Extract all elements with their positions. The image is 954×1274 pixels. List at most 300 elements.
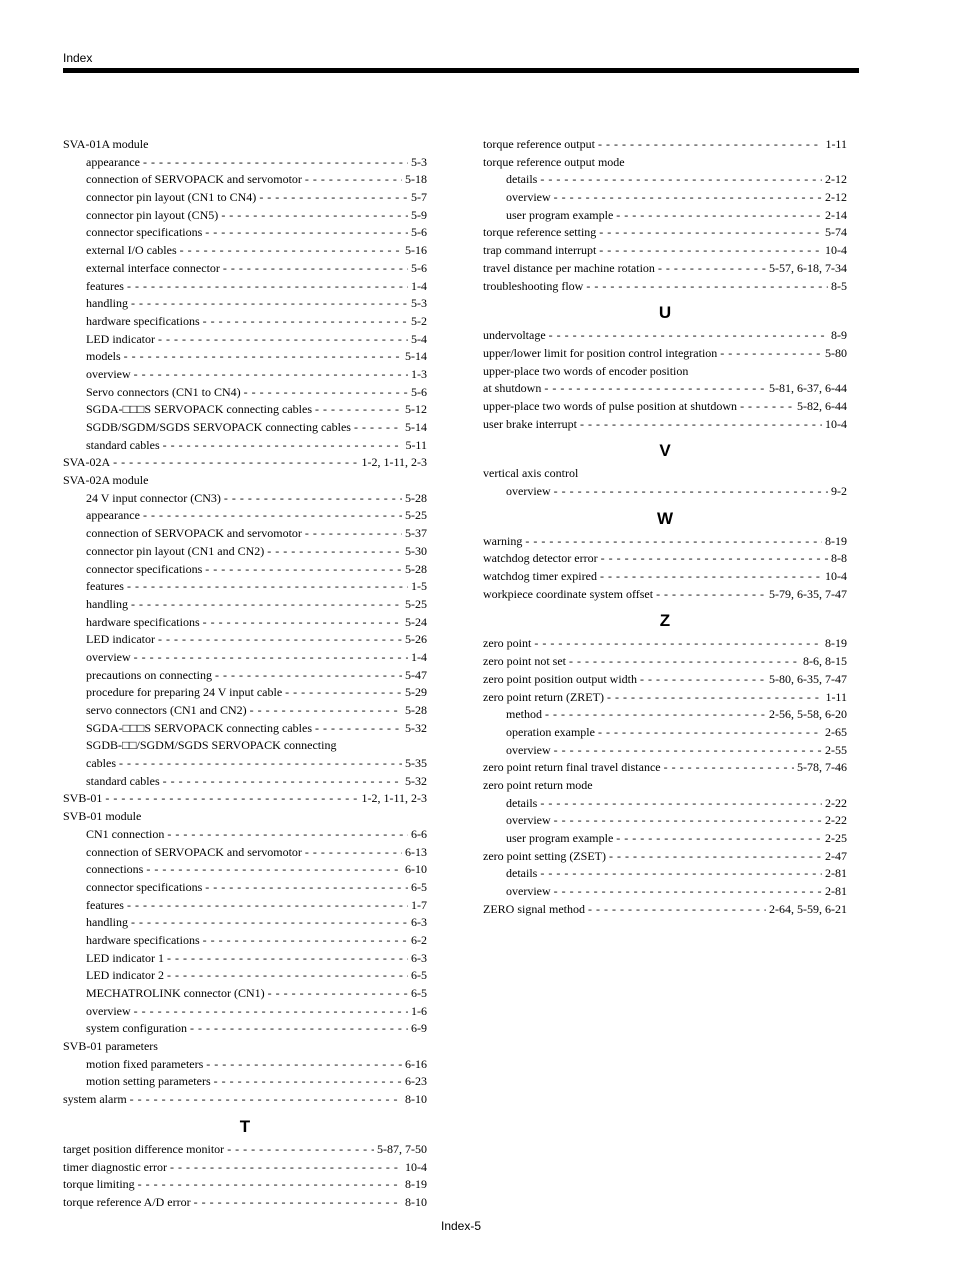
index-entry (483, 416, 847, 434)
index-page-refs: 1-11 (825, 689, 847, 704)
index-term: appearance (86, 508, 140, 523)
index-term: models (86, 349, 121, 364)
dot-leader (127, 278, 408, 296)
index-page-refs: 1-5 (411, 579, 427, 594)
index-term: connection of SERVOPACK and servomotor (86, 172, 302, 187)
index-page-refs: 2-22 (825, 795, 847, 810)
index-term: overview (86, 1003, 131, 1018)
index-subentry (63, 224, 427, 242)
index-entry (483, 465, 847, 483)
index-term: standard cables (86, 437, 160, 452)
index-subentry (63, 914, 427, 932)
index-term: ZERO signal method (483, 901, 585, 916)
dot-leader (616, 830, 822, 848)
index-column-right (483, 136, 847, 918)
dot-leader (664, 759, 794, 777)
index-subentry (63, 773, 427, 791)
dot-leader (656, 586, 766, 604)
dot-leader (544, 380, 766, 398)
index-page-refs: 5-18 (405, 172, 427, 187)
index-page-refs: 10-4 (825, 569, 847, 584)
index-subentry (63, 207, 427, 225)
index-entry (63, 1091, 427, 1109)
dot-leader (138, 1176, 402, 1194)
index-term: user program example (506, 831, 614, 845)
index-page-refs: 10-4 (405, 1159, 427, 1174)
index-entry (483, 671, 847, 689)
dot-leader (180, 242, 402, 260)
dot-leader (223, 260, 408, 278)
index-term: procedure for preparing 24 V input cable (86, 685, 283, 700)
dot-leader (127, 578, 408, 596)
index-term: watchdog detector error (483, 551, 598, 566)
index-entry (483, 635, 847, 653)
index-page-refs: 9-2 (831, 484, 847, 498)
index-term: SGDB-□□/SGDM/SGDS SERVOPACK connecting (86, 738, 337, 753)
index-term: workpiece coordinate system offset (483, 586, 654, 601)
dot-leader (554, 742, 822, 760)
index-subentry (63, 614, 427, 632)
index-term: connector pin layout (CN1 and CN2) (86, 543, 265, 558)
index-term: upper/lower limit for position control integration (483, 345, 718, 360)
index-page-refs: 5-37 (405, 526, 427, 541)
index-term: torque reference A/D error (63, 1194, 191, 1209)
index-page-refs: 5-30 (405, 543, 427, 558)
index-page-refs: 5-4 (411, 331, 427, 346)
dot-leader (167, 950, 408, 968)
dot-leader (554, 812, 822, 830)
dot-leader (250, 702, 402, 720)
index-page-refs: 5-6 (411, 260, 427, 275)
index-entry (483, 550, 847, 568)
index-page-refs: 2-64, 5-59, 6-21 (769, 901, 847, 916)
index-term: at shutdown (483, 381, 542, 396)
index-term: SGDB/SGDM/SGDS SERVOPACK connecting cables (86, 420, 351, 434)
index-page-refs: 10-4 (825, 243, 847, 258)
index-term: LED indicator (86, 331, 155, 346)
dot-leader (134, 366, 408, 384)
index-entry (63, 1159, 427, 1177)
dot-leader (305, 844, 402, 862)
index-page-refs: 5-80, 6-35, 7-47 (769, 671, 847, 686)
index-subentry (63, 331, 427, 349)
index-subentry (63, 967, 427, 985)
dot-leader (190, 1020, 408, 1038)
index-entry (483, 380, 847, 398)
page-number: Index-5 (440, 1219, 482, 1233)
index-entry (483, 759, 847, 777)
index-page-refs: 1-6 (411, 1003, 427, 1018)
index-term: undervoltage (483, 328, 546, 343)
dot-leader (720, 345, 822, 363)
index-term: external interface connector (86, 260, 220, 275)
index-subentry (63, 561, 427, 579)
index-term: zero point setting (ZSET) (483, 848, 606, 863)
dot-leader (127, 897, 408, 915)
index-term: CN1 connection (86, 826, 165, 841)
index-page-refs: 1-3 (411, 366, 427, 381)
index-subentry (63, 295, 427, 313)
index-page-refs: 2-56, 5-58, 6-20 (769, 707, 847, 722)
index-term: zero point (483, 636, 532, 651)
index-term: LED indicator 1 (86, 950, 164, 965)
index-term: features (86, 278, 124, 293)
dot-leader (167, 967, 408, 985)
index-term: overview (86, 366, 131, 381)
index-entry (63, 1141, 427, 1159)
index-entry (483, 533, 847, 551)
index-entry (483, 242, 847, 260)
dot-leader (599, 242, 822, 260)
index-term: SVA-02A (63, 455, 111, 470)
dot-leader (119, 755, 402, 773)
index-page-refs: 1-7 (411, 897, 427, 912)
index-page-refs: 5-82, 6-44 (797, 398, 847, 413)
index-entry (483, 278, 847, 296)
index-term: LED indicator 2 (86, 968, 164, 983)
index-entry (483, 653, 847, 671)
index-term: zero point position output width (483, 671, 637, 686)
index-term: details (506, 866, 538, 881)
index-page-refs: 6-13 (405, 844, 427, 859)
index-subentry (483, 189, 847, 207)
index-entry (483, 363, 847, 381)
dot-leader (599, 224, 822, 242)
index-page-refs: 8-9 (831, 328, 847, 343)
dot-leader (305, 525, 402, 543)
index-subentry (63, 189, 427, 207)
index-page-refs: 5-80 (825, 345, 847, 360)
dot-leader (244, 384, 408, 402)
dot-leader (540, 795, 822, 813)
dot-leader (146, 861, 402, 879)
index-subentry (483, 830, 847, 848)
index-page-refs: 6-5 (411, 968, 427, 983)
index-subentry (483, 171, 847, 189)
index-page-refs: 8-19 (825, 533, 847, 548)
index-subentry (63, 861, 427, 879)
index-entry (483, 327, 847, 345)
index-page-refs: 5-9 (411, 207, 427, 222)
index-term: zero point not set (483, 654, 566, 669)
index-term: zero point return mode (483, 777, 593, 792)
index-term: torque reference output (483, 137, 595, 151)
index-page-refs: 5-32 (405, 773, 427, 788)
index-entry (63, 790, 427, 808)
dot-leader (221, 207, 408, 225)
index-term: target position difference monitor (63, 1141, 225, 1156)
index-term: upper-place two words of pulse position at shutdown (483, 398, 738, 413)
index-page-refs: 5-78, 7-46 (797, 760, 847, 775)
index-page-refs: 6-3 (411, 950, 427, 965)
index-page-refs: 5-11 (405, 437, 427, 452)
dot-leader (740, 398, 794, 416)
dot-leader (569, 653, 800, 671)
index-term: handling (86, 915, 128, 930)
index-subentry (63, 242, 427, 260)
index-entry (483, 136, 847, 154)
index-page-refs: 5-25 (405, 596, 427, 611)
index-term: cables (86, 756, 116, 771)
index-subentry (483, 483, 847, 501)
index-entry (63, 1038, 427, 1056)
index-page-refs: 5-2 (411, 313, 427, 328)
dot-leader (158, 331, 408, 349)
index-page-refs: 6-5 (411, 879, 427, 894)
index-subentry (63, 1003, 427, 1021)
index-page-refs: 6-9 (411, 1021, 427, 1036)
index-page-refs: 5-32 (405, 720, 427, 735)
index-term: overview (86, 649, 131, 664)
header-rule (63, 68, 859, 73)
index-term: upper-place two words of encoder position (483, 363, 689, 378)
index-entry (483, 689, 847, 707)
index-subentry (63, 844, 427, 862)
index-page-refs: 5-14 (405, 349, 427, 364)
index-entry (483, 848, 847, 866)
index-subentry (63, 667, 427, 685)
index-page-refs: 8-5 (831, 278, 847, 293)
index-subentry (63, 384, 427, 402)
index-subentry (63, 879, 427, 897)
index-subentry (63, 596, 427, 614)
dot-leader (598, 724, 822, 742)
dot-leader (134, 649, 408, 667)
index-page-refs: 2-22 (825, 813, 847, 828)
index-page-refs: 5-12 (405, 402, 427, 417)
index-term: LED indicator (86, 632, 155, 647)
index-subentry (483, 742, 847, 760)
index-term: motion setting parameters (86, 1074, 211, 1089)
index-page-refs: 5-6 (411, 225, 427, 240)
index-term: zero point return (ZRET) (483, 689, 604, 704)
dot-leader (598, 136, 822, 154)
index-subentry (63, 950, 427, 968)
index-subentry (483, 706, 847, 724)
index-page-refs: 5-3 (411, 296, 427, 311)
index-page-refs: 5-79, 6-35, 7-47 (769, 586, 847, 601)
index-term: operation example (506, 724, 595, 739)
index-letter-heading: W (656, 508, 674, 528)
index-page-refs: 1-11 (825, 137, 847, 151)
dot-leader (549, 327, 828, 345)
index-page-refs: 5-35 (405, 756, 427, 771)
index-subentry (63, 507, 427, 525)
index-page-refs: 8-6, 8-15 (803, 654, 847, 669)
dot-leader (534, 635, 822, 653)
index-page-refs: 2-65 (825, 724, 847, 739)
index-term: servo connectors (CN1 and CN2) (86, 703, 247, 717)
index-entry (483, 901, 847, 919)
index-subentry (63, 437, 427, 455)
index-term: handling (86, 596, 128, 611)
index-page-refs: 8-19 (405, 1177, 427, 1192)
index-subentry (63, 897, 427, 915)
dot-leader (267, 543, 402, 561)
index-subentry (63, 154, 427, 172)
dot-leader (143, 507, 402, 525)
index-page-refs: 5-57, 6-18, 7-34 (769, 260, 847, 275)
running-header: Index (63, 51, 93, 65)
index-term: watchdog timer expired (483, 569, 597, 584)
dot-leader (205, 879, 408, 897)
index-subentry (63, 702, 427, 720)
index-column-left (63, 136, 427, 1212)
index-term: connection of SERVOPACK and servomotor (86, 526, 302, 541)
index-term: Servo connectors (CN1 to CN4) (86, 384, 241, 399)
index-subentry (63, 366, 427, 384)
index-page-refs: 8-19 (825, 636, 847, 651)
index-entry (63, 808, 427, 826)
dot-leader (580, 416, 822, 434)
dot-leader (206, 1056, 402, 1074)
dot-leader (158, 631, 402, 649)
index-entry (483, 260, 847, 278)
index-subentry (63, 1020, 427, 1038)
index-page-refs: 6-16 (405, 1056, 427, 1071)
index-term: handling (86, 296, 128, 311)
dot-leader (554, 883, 822, 901)
index-subentry (63, 755, 427, 773)
dot-leader (113, 454, 358, 472)
index-term: connector pin layout (CN5) (86, 207, 219, 222)
index-subentry (63, 278, 427, 296)
index-term: SGDA-□□□S SERVOPACK connecting cables (86, 402, 313, 417)
index-term: user brake interrupt (483, 416, 577, 431)
index-entry (483, 586, 847, 604)
index-term: method (506, 707, 542, 722)
index-page-refs: 5-28 (405, 703, 427, 717)
dot-leader (268, 985, 408, 1003)
index-letter-heading: Z (659, 611, 671, 631)
index-page-refs: 5-25 (405, 508, 427, 523)
dot-leader (131, 914, 408, 932)
dot-leader (540, 865, 822, 883)
index-term: hardware specifications (86, 313, 200, 328)
index-term: overview (506, 742, 551, 757)
dot-leader (640, 671, 766, 689)
index-entry (483, 398, 847, 416)
dot-leader (305, 171, 402, 189)
index-page-refs: 8-10 (405, 1092, 427, 1107)
index-page-refs: 5-87, 7-50 (377, 1141, 427, 1156)
index-page-refs: 10-4 (825, 416, 847, 431)
dot-leader (525, 533, 822, 551)
index-page-refs: 5-3 (411, 154, 427, 169)
index-page-refs: 5-28 (405, 561, 427, 576)
dot-leader (203, 932, 408, 950)
index-subentry (63, 649, 427, 667)
dot-leader (170, 1159, 402, 1177)
index-entry (63, 454, 427, 472)
index-page-refs: 5-74 (825, 225, 847, 240)
index-term: 24 V input connector (CN3) (86, 490, 221, 505)
index-term: torque reference setting (483, 225, 597, 240)
index-page-refs: 5-26 (405, 632, 427, 647)
dot-leader (214, 1073, 402, 1091)
dot-leader (143, 154, 408, 172)
index-term: warning (483, 533, 523, 548)
index-term: MECHATROLINK connector (CN1) (86, 986, 265, 1000)
index-term: connector pin layout (CN1 to CN4) (86, 190, 257, 205)
index-page-refs: 1-4 (411, 278, 427, 293)
index-subentry (63, 313, 427, 331)
dot-leader (354, 419, 402, 437)
dot-leader (205, 224, 408, 242)
dot-leader (616, 207, 822, 225)
index-term: user program example (506, 207, 614, 222)
index-term: external I/O cables (86, 243, 177, 258)
dot-leader (227, 1141, 374, 1159)
index-term: overview (506, 190, 551, 205)
index-entry (483, 568, 847, 586)
dot-leader (588, 901, 766, 919)
index-term: connector specifications (86, 561, 203, 576)
index-page-refs: 5-47 (405, 667, 427, 682)
index-subentry (63, 171, 427, 189)
index-page-refs: 2-12 (825, 190, 847, 205)
index-subentry (483, 795, 847, 813)
index-term: travel distance per machine rotation (483, 260, 655, 275)
dot-leader (609, 848, 822, 866)
dot-leader (215, 667, 402, 685)
index-subentry (63, 348, 427, 366)
index-term: precautions on connecting (86, 667, 212, 682)
index-term: torque limiting (63, 1177, 135, 1192)
index-page-refs: 5-16 (405, 243, 427, 258)
index-subentry (63, 826, 427, 844)
dot-leader (205, 561, 402, 579)
index-term: connection of SERVOPACK and servomotor (86, 844, 302, 859)
index-page-refs: 2-12 (825, 172, 847, 187)
dot-leader (601, 550, 828, 568)
index-page-refs: 2-55 (825, 742, 847, 757)
index-term: features (86, 579, 124, 594)
index-letter-heading: U (658, 303, 672, 323)
index-subentry (63, 737, 427, 755)
index-term: hardware specifications (86, 932, 200, 947)
dot-leader (130, 1091, 402, 1109)
index-term: SVB-01 (63, 791, 103, 806)
index-subentry (63, 720, 427, 738)
dot-leader (163, 437, 403, 455)
dot-leader (600, 568, 822, 586)
index-subentry (63, 490, 427, 508)
index-entry (483, 224, 847, 242)
index-term: overview (506, 484, 551, 498)
index-subentry (63, 985, 427, 1003)
index-page-refs: 5-29 (405, 685, 427, 700)
dot-leader (224, 490, 402, 508)
index-page-refs: 1-2, 1-11, 2-3 (361, 791, 427, 806)
index-subentry (483, 865, 847, 883)
index-subentry (483, 883, 847, 901)
index-page-refs: 5-14 (405, 420, 427, 434)
index-entry (483, 154, 847, 172)
dot-leader (131, 596, 402, 614)
index-entry (63, 472, 427, 490)
index-subentry (63, 631, 427, 649)
index-page-refs: 2-81 (825, 866, 847, 881)
index-page-refs: 5-6 (411, 384, 427, 399)
index-page-refs: 2-47 (825, 848, 847, 863)
index-entry (483, 777, 847, 795)
index-term: system alarm (63, 1092, 127, 1107)
index-page-refs: 6-5 (411, 986, 427, 1000)
index-term: features (86, 897, 124, 912)
dot-leader (540, 171, 822, 189)
index-page-refs: 6-23 (405, 1074, 427, 1089)
